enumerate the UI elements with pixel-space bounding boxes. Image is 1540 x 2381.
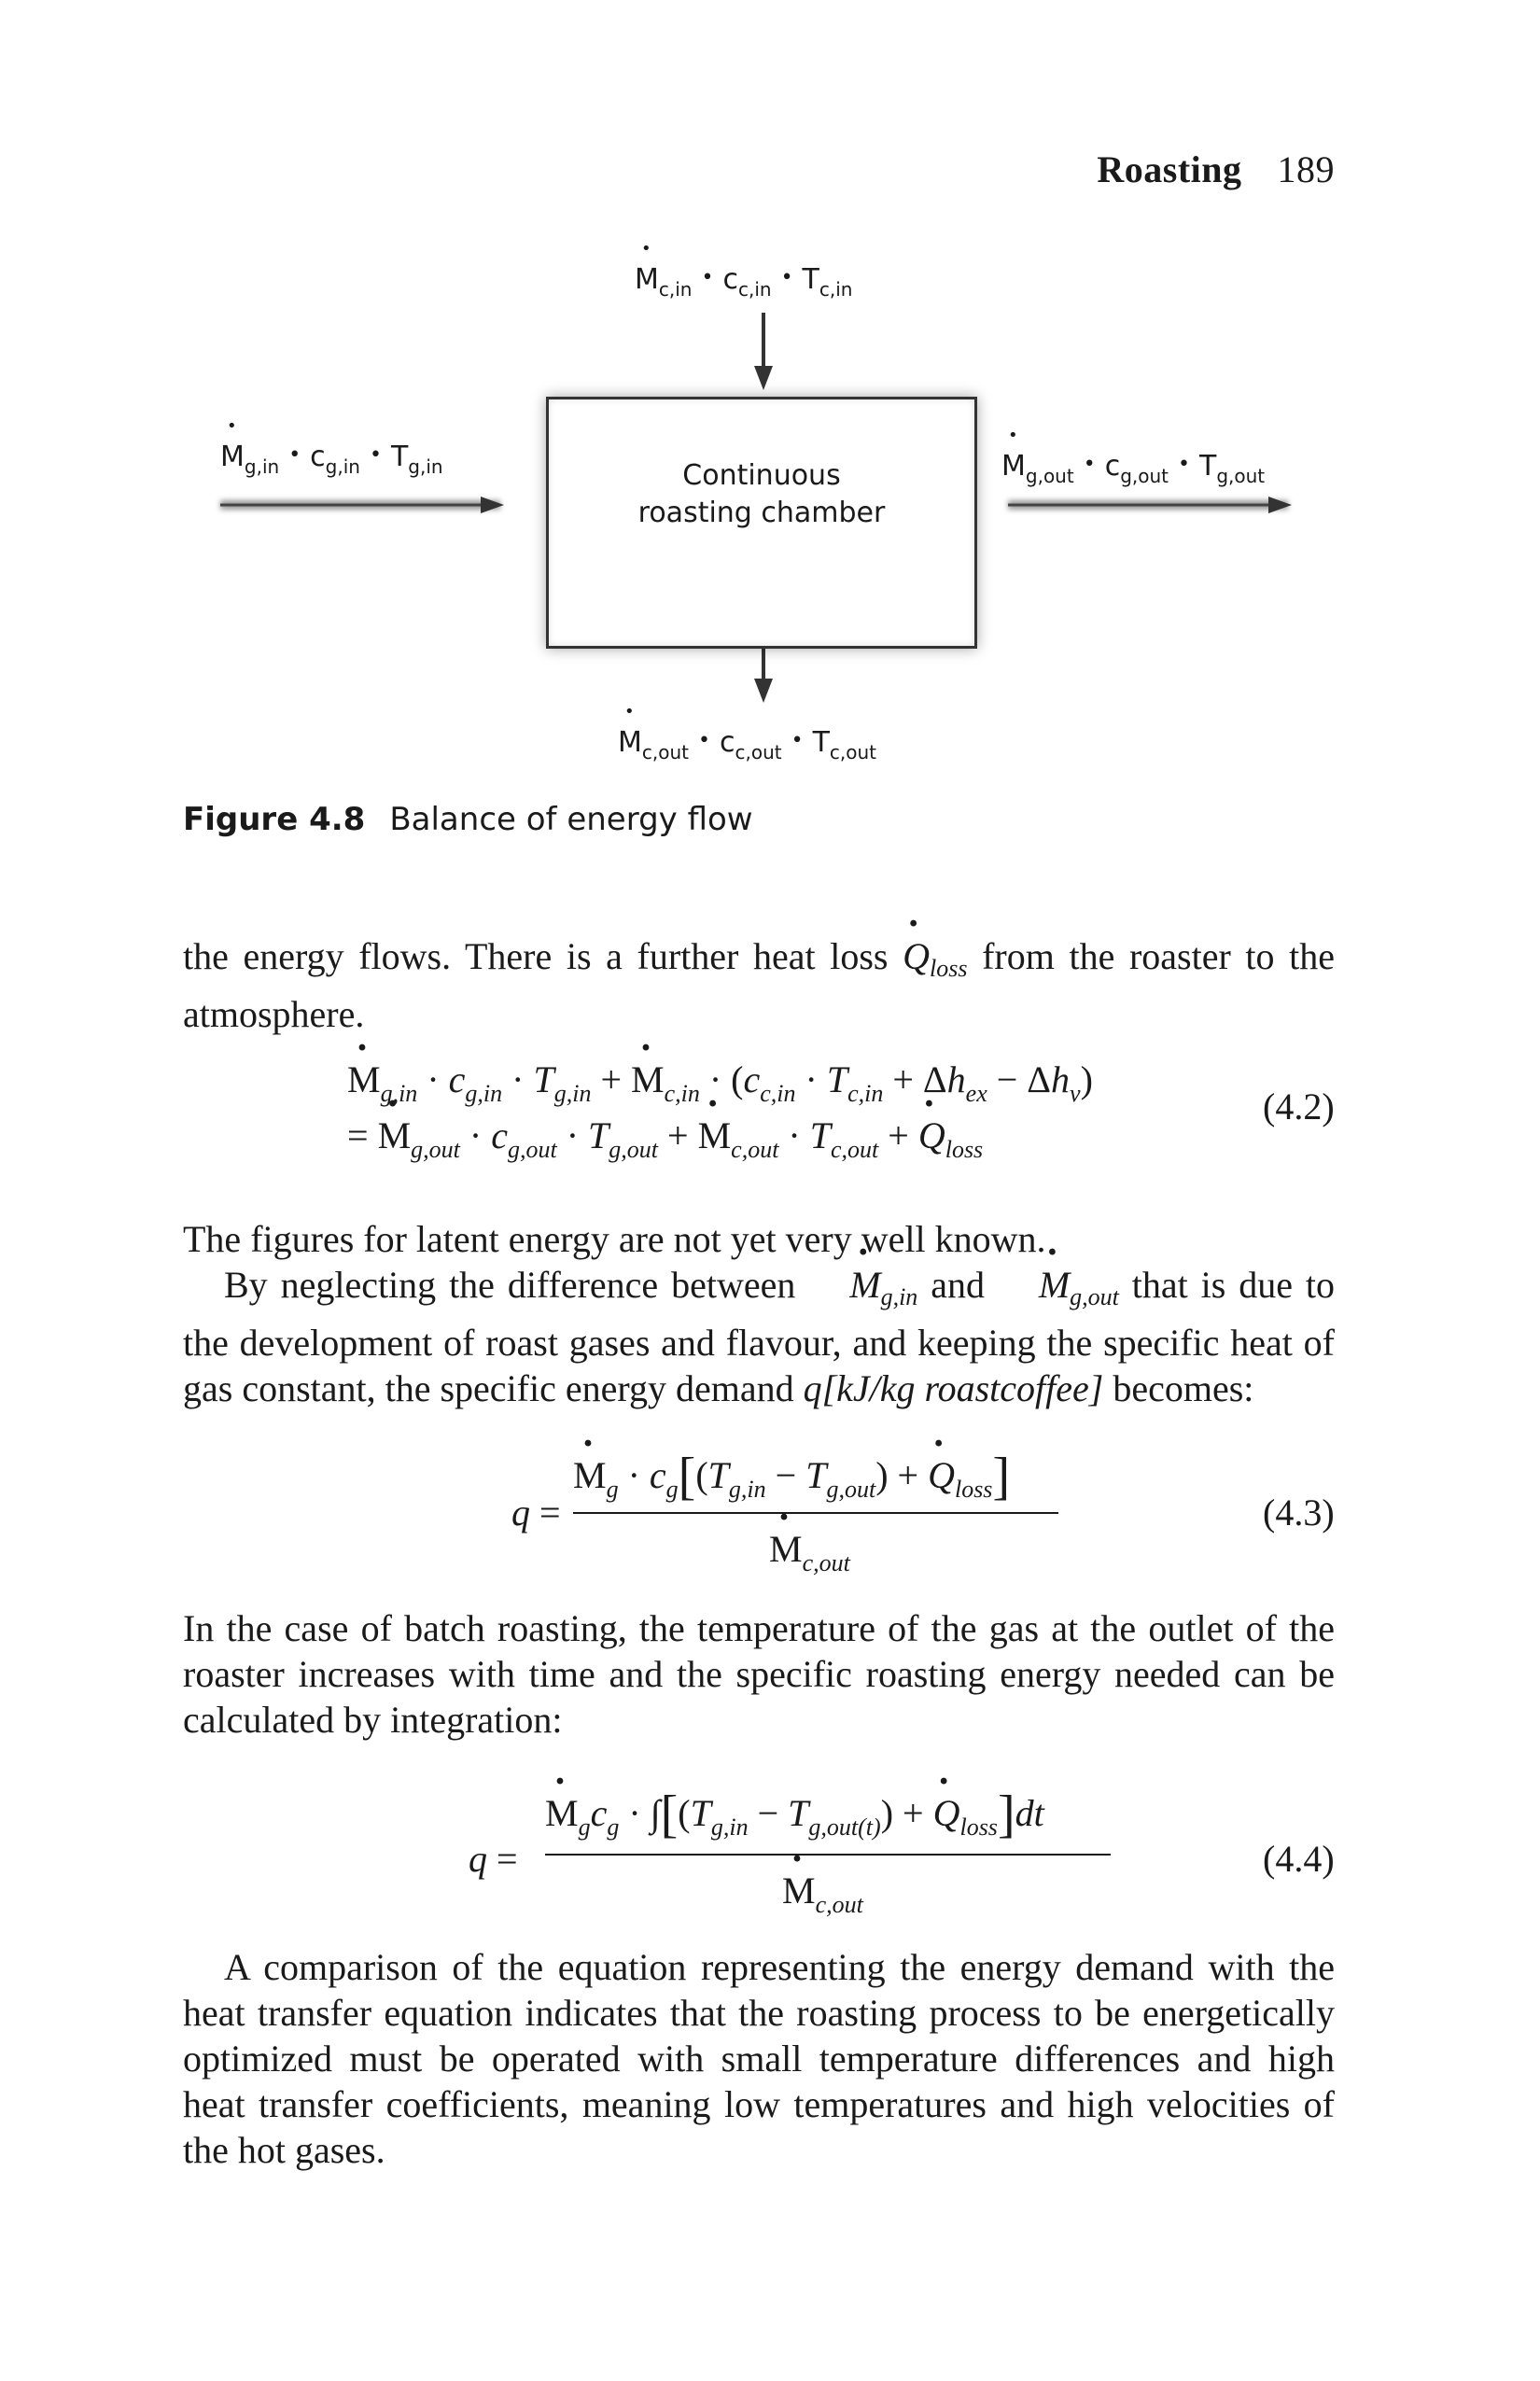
- gas-in-label: • $M_{g,in}$ • $c_{g,in}$ • $T_{g,in}$: [220, 441, 443, 478]
- equation-4-3-denominator: · $M_{c,out}$: [769, 1527, 850, 1577]
- equation-4-2-number: (4.2): [1263, 1085, 1335, 1127]
- paragraph-batch-roasting: In the case of batch roasting, the temperature of the gas at the outlet of the roaster increases with time and the specific roasting energy needed can be calculated by integration:: [183, 1607, 1335, 1741]
- paragraph-latent-energy: The figures for latent energy are not yet very well known. By neglecting the difference between · $M_{g,in}$ and · $M_{g,out}$ that is due to the development of roast gases and flavour, and keeping the specific heat of gas constant, the specific energy demand q[kJ/kg roastcoffee] becomes:: [183, 1216, 1335, 1411]
- figure-caption: [183, 801, 753, 838]
- equation-4-3-numerator: · $M_g \cdot c_g[(T_{g,in} - T_{g,out})$ + · $Q_{loss}$]: [573, 1447, 1010, 1506]
- figure-caption-text: Balance of energy flow: [389, 801, 753, 838]
- equation-4-4-denominator: · $M_{c,out}$: [782, 1869, 863, 1919]
- gas-out-arrow: [1008, 497, 1292, 513]
- coffee-in-arrow: [754, 313, 773, 390]
- equation-4-4-fraction-bar: [545, 1854, 1111, 1856]
- equation-4-3-fraction-bar: [573, 1512, 1058, 1514]
- coffee-in-label: • $M_{c,in}$ • $c_{c,in}$ • $T_{c,in}$: [635, 263, 852, 301]
- roasting-chamber-label: Continuous roasting chamber: [637, 459, 886, 529]
- section-title: Roasting: [1097, 148, 1242, 190]
- figure-caption-label: Figure 4.8: [183, 801, 366, 838]
- coffee-out-label: • $M_{c,out}$ • $c_{c,out}$ • $T_{c,out}$: [618, 726, 876, 763]
- gas-in-arrow: [220, 497, 504, 513]
- paragraph-comparison: A comparison of the equation representing the energy demand with the heat transfer equation indicates that the roasting process to be energetically optimized must be operated with small temperature differences and high heat transfer coefficients, meaning low temperatures and high velocities of the hot gases.: [183, 1946, 1335, 2171]
- equation-4-4-number: (4.4): [1263, 1838, 1335, 1880]
- roasting-chamber-box: [546, 397, 977, 649]
- page-number: 189: [1277, 148, 1335, 190]
- gas-out-label: • $M_{g,out}$ • $c_{g,out}$ • $T_{g,out}$: [1001, 450, 1265, 487]
- paragraph-heat-loss: the energy flows. There is a further heat loss · $Q_{loss}$ from the roaster to the atmosphere.: [183, 933, 1335, 1037]
- equation-4-3-lhs: q =: [511, 1492, 561, 1534]
- equation-4-4-lhs: q =: [469, 1838, 518, 1880]
- equation-4-2-line2: = · $M_{g,out} \cdot c_{g,out} \cdot T_{g,out}$ + · $M_{c,out} \cdot T_{c,out}$ + · $Q_{loss}$: [347, 1113, 983, 1164]
- equation-4-3-number: (4.3): [1263, 1492, 1335, 1534]
- equation-4-2-line1: · $M_{g,in} \cdot c_{g,in} \cdot T_{g,in}$ + · $M_{c,in} \cdot (c_{c,in} \cdot T_{c,in} + \Delta h_{ex} - \Delta h_v)$: [347, 1057, 1093, 1108]
- equation-4-4-numerator: · $M_gc_g \cdot \int[(T_{g,in} - T_{g,out(t)})$ + · $Q_{loss}]dt$: [545, 1785, 1044, 1844]
